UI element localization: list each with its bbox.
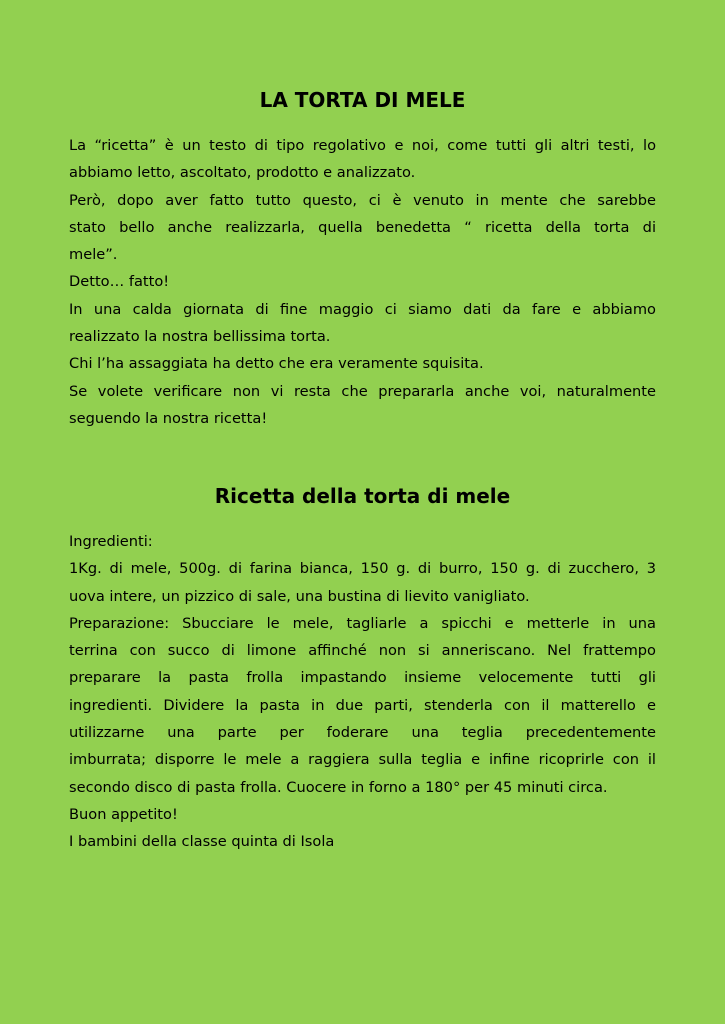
text-line: preparare la pasta frolla impastando insieme velocemente tutti gli [69, 669, 656, 687]
text-line: abbiamo letto, ascoltato, prodotto e analizzato. [69, 164, 416, 182]
text-line: Preparazione: Sbucciare le mele, tagliarle a spicchi e metterle in una [69, 614, 656, 632]
text-line: secondo disco di pasta frolla. Cuocere in forno a 180° per 45 minuti circa. [69, 778, 608, 796]
text-line: Buon appetito! [69, 805, 178, 823]
text-line: seguendo la nostra ricetta! [69, 409, 268, 427]
text-line: 1Kg. di mele, 500g. di farina bianca, 150 g. di burro, 150 g. di zucchero, 3 [69, 560, 656, 578]
text-line: realizzato la nostra bellissima torta. [69, 328, 331, 346]
text-line: utilizzarne una parte per foderare una teglia precedentemente [69, 724, 656, 742]
text-line: stato bello anche realizzarla, quella benedetta “ ricetta della torta di [69, 218, 656, 236]
recipe-text [69, 528, 656, 856]
recipe-title: Ricetta della torta di mele [214, 484, 511, 508]
text-line: Però, dopo aver fatto tutto questo, ci è venuto in mente che sarebbe [69, 191, 656, 209]
text-line: imburrata; disporre le mele a raggiera sulla teglia e infine ricoprirle con il [69, 751, 656, 769]
text-line: mele”. [69, 246, 118, 264]
text-line: ingredienti. Dividere la pasta in due parti, stenderla con il matterello e [69, 696, 656, 714]
text-line: uova intere, un pizzico di sale, una bustina di lievito vanigliato. [69, 587, 530, 605]
text-line: La “ricetta” è un testo di tipo regolativo e noi, come tutti gli altri testi, lo [69, 137, 656, 154]
text-line: Se volete verificare non vi resta che prepararla anche voi, naturalmente [69, 382, 656, 400]
text-line: Ingredienti: [69, 533, 153, 550]
text-line: Detto… fatto! [69, 273, 170, 291]
text-line: I bambini della classe quinta di Isola [69, 833, 335, 851]
text-line: terrina con succo di limone affinché non si anneriscano. Nel frattempo [69, 642, 656, 660]
intro-text [69, 132, 656, 432]
page-title: LA TORTA DI MELE [259, 88, 466, 112]
text-line: In una calda giornata di fine maggio ci siamo dati da fare e abbiamo [69, 300, 656, 318]
text-line: Chi l’ha assaggiata ha detto che era veramente squisita. [69, 355, 484, 373]
